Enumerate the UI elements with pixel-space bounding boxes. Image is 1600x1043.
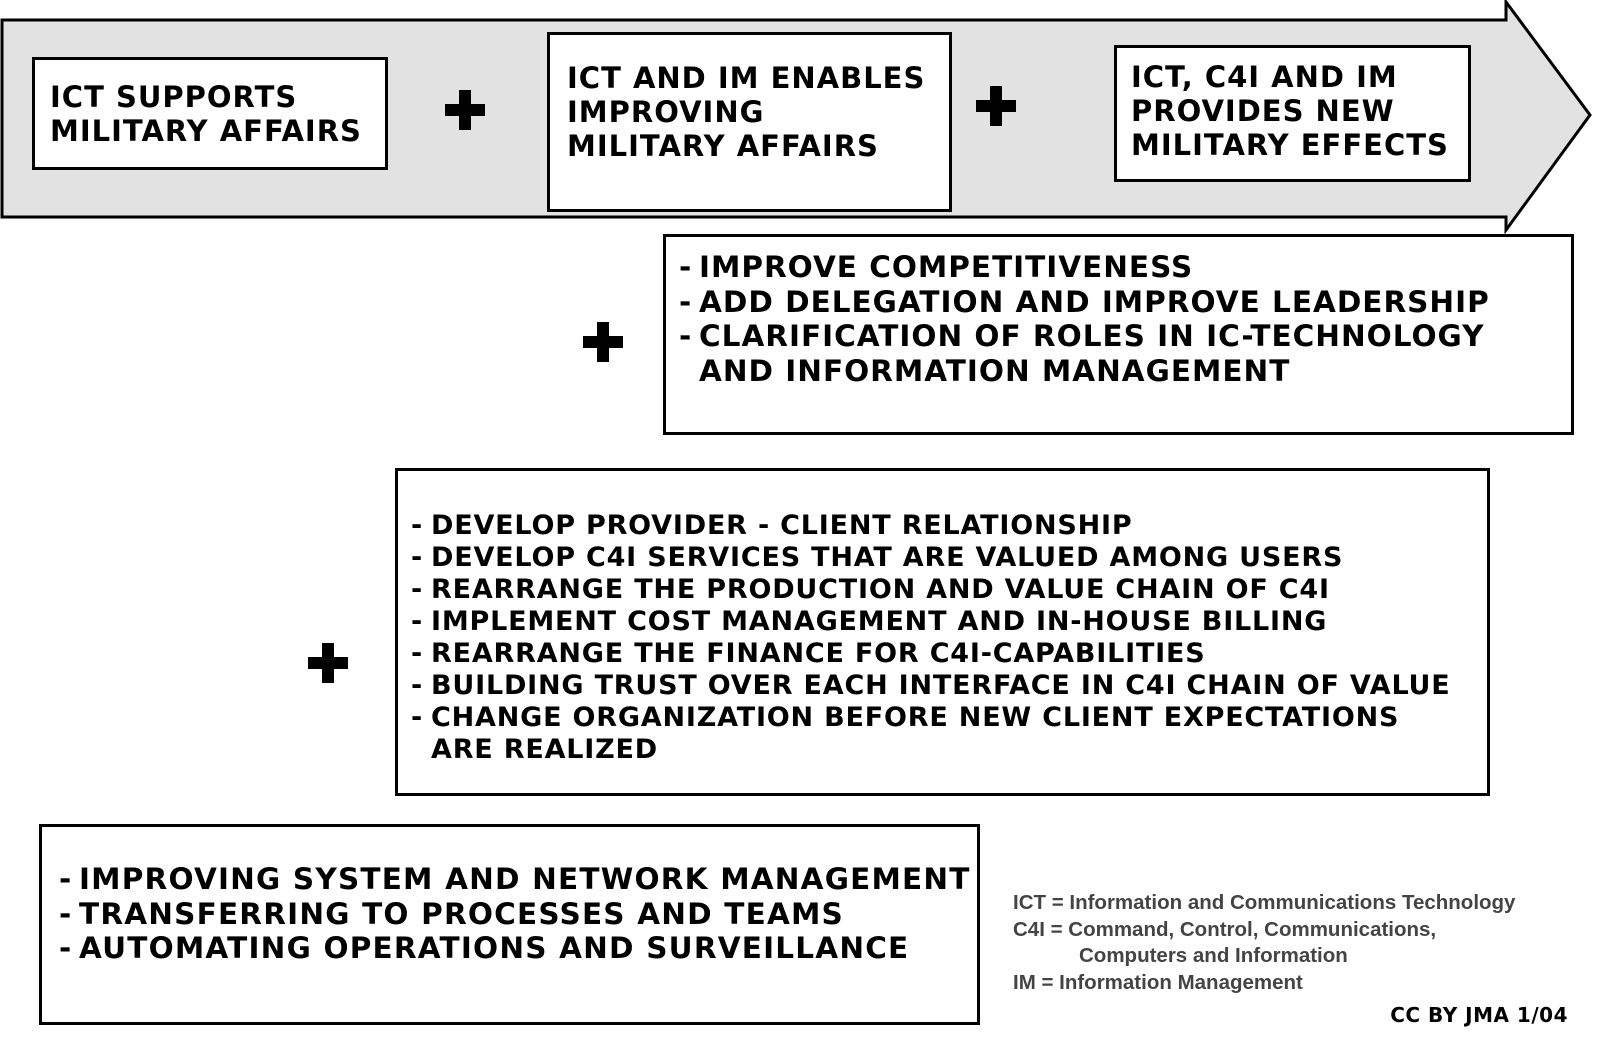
stage-box-2 xyxy=(547,32,952,212)
provider-box xyxy=(395,468,1490,796)
legend-ict: ICT = Information and Communications Technology xyxy=(1013,891,1516,914)
stage-box-3 xyxy=(1114,45,1471,182)
competitiveness-box xyxy=(663,234,1574,435)
list-item: - TRANSFERRING TO PROCESSES AND TEAMS xyxy=(59,897,971,932)
stage-box-1 xyxy=(32,57,388,170)
list-item: - ADD DELEGATION AND IMPROVE LEADERSHIP xyxy=(679,285,1490,320)
list-item: - IMPROVE COMPETITIVENESS xyxy=(679,250,1490,285)
list-item: - DEVELOP C4I SERVICES THAT ARE VALUED AMONG USERS xyxy=(411,542,1450,574)
provider-list xyxy=(411,510,1450,766)
stage-2-text: ICT AND IM ENABLES IMPROVING MILITARY AFFAIRS xyxy=(567,61,926,163)
list-item: - IMPLEMENT COST MANAGEMENT AND IN-HOUSE BILLING xyxy=(411,606,1450,638)
legend-im: IM = Information Management xyxy=(1013,970,1303,994)
list-item: - BUILDING TRUST OVER EACH INTERFACE IN C4I CHAIN OF VALUE xyxy=(411,670,1450,702)
system-list xyxy=(59,862,971,966)
list-item: - AUTOMATING OPERATIONS AND SURVEILLANCE xyxy=(59,931,971,966)
plus-icon xyxy=(976,86,1016,126)
list-item: - IMPROVING SYSTEM AND NETWORK MANAGEMENT xyxy=(59,862,971,897)
list-item: - CHANGE ORGANIZATION BEFORE NEW CLIENT EXPECTATIONS ARE REALIZED xyxy=(411,702,1450,766)
competitiveness-list xyxy=(679,250,1490,388)
list-item: - REARRANGE THE FINANCE FOR C4I-CAPABILITIES xyxy=(411,638,1450,670)
plus-icon xyxy=(308,643,348,683)
plus-icon xyxy=(583,322,623,362)
stage-3-text: ICT, C4I AND IM PROVIDES NEW MILITARY EFFECTS xyxy=(1131,60,1449,162)
legend-c4i: C4I = Command, Control, Communications, xyxy=(1013,917,1437,941)
system-box xyxy=(39,824,980,1025)
credit-label: CC BY JMA 1/04 xyxy=(1390,1003,1568,1027)
stage-1-text: ICT SUPPORTS MILITARY AFFAIRS xyxy=(50,80,362,148)
abbreviation-legend xyxy=(1013,890,1515,996)
plus-icon xyxy=(445,90,485,130)
list-item: - DEVELOP PROVIDER - CLIENT RELATIONSHIP xyxy=(411,510,1450,542)
list-item: - REARRANGE THE PRODUCTION AND VALUE CHAIN OF C4I xyxy=(411,574,1450,606)
legend-c4i-continued: Computers and Information xyxy=(1079,944,1348,967)
list-item: - CLARIFICATION OF ROLES IN IC-TECHNOLOGY AND INFORMATION MANAGEMENT xyxy=(679,319,1490,388)
